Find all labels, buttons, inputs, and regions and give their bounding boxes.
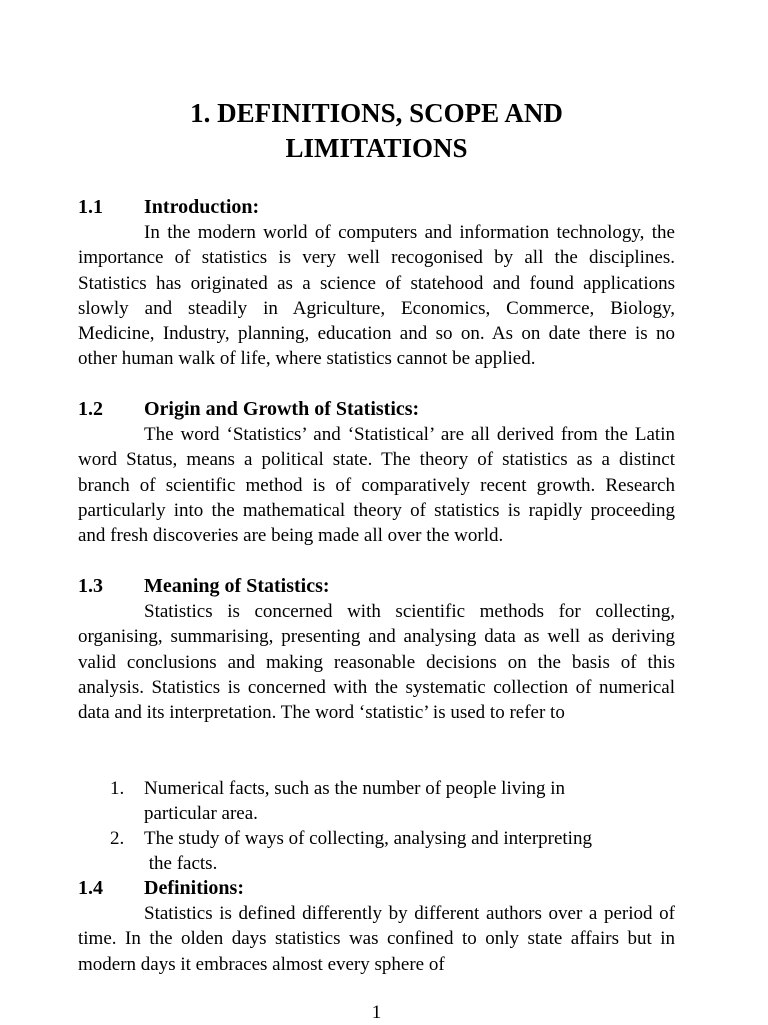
list-item-line: particular area.	[144, 803, 258, 824]
list-item	[78, 826, 675, 876]
section-origin-growth	[78, 397, 675, 548]
page-number: 1	[371, 1002, 382, 1023]
section-title: Introduction:	[144, 196, 260, 218]
section-heading	[78, 397, 675, 422]
section-number: 1.4	[78, 877, 103, 899]
section-title: Definitions:	[144, 877, 244, 899]
section-number: 1.2	[78, 398, 103, 420]
list-item-marker: 2.	[110, 828, 125, 849]
section-paragraph: The word ‘Statistics’ and ‘Statistical’ are all derived from the Latin word Status, means a political state. The theory of statistics as a distinct branch of scientific method is of comparatively recent growth. Research particularly into the mathematical theory of statistics is rapidly proceeding and fresh discoveries are being made all over the world.	[78, 424, 675, 547]
section-introduction	[78, 195, 675, 372]
list-item-line: Numerical facts, such as the number of people living in	[144, 778, 566, 799]
section-paragraph: Statistics is defined differently by different authors over a period of time. In the olden days statistics was confined to only state affairs but in modern days it embraces almost every sphere of	[78, 903, 675, 975]
list-item-marker: 1.	[110, 778, 125, 799]
section-title: Meaning of Statistics:	[144, 575, 330, 597]
section-number: 1.1	[78, 196, 103, 218]
section-definitions	[78, 876, 675, 977]
section-paragraph: In the modern world of computers and information technology, the importance of statistics is very well recogonised by all the disciplines. Statistics has originated as a science of statehood and found applications slowly and steadily in Agriculture, Economics, Commerce, Biology, Medicine, Industry, planning, education and so on. As on date there is no other human walk of life, where statistics cannot be applied.	[78, 222, 675, 370]
list-item-line: The study of ways of collecting, analysing and interpreting	[144, 828, 592, 849]
section-paragraph: Statistics is concerned with scientific methods for collecting, organising, summarising, presenting and analysing data as well as deriving valid conclusions and making reasonable decisions on the basis of this analysis. Statistics is concerned with the systematic collection of numerical data and its interpretation. The word ‘statistic’ is used to refer to	[78, 601, 675, 724]
chapter-title-line-2: LIMITATIONS	[285, 133, 468, 163]
section-heading	[78, 876, 675, 901]
section-heading	[78, 574, 675, 599]
chapter-title-line-1: 1. DEFINITIONS, SCOPE AND	[190, 98, 563, 128]
numbered-list	[78, 776, 675, 876]
chapter-title	[78, 96, 675, 166]
section-title: Origin and Growth of Statistics:	[144, 398, 420, 420]
section-heading	[78, 195, 675, 220]
list-item-line: the facts.	[144, 853, 218, 874]
list-item	[78, 776, 675, 826]
section-meaning	[78, 574, 675, 725]
section-number: 1.3	[78, 575, 103, 597]
